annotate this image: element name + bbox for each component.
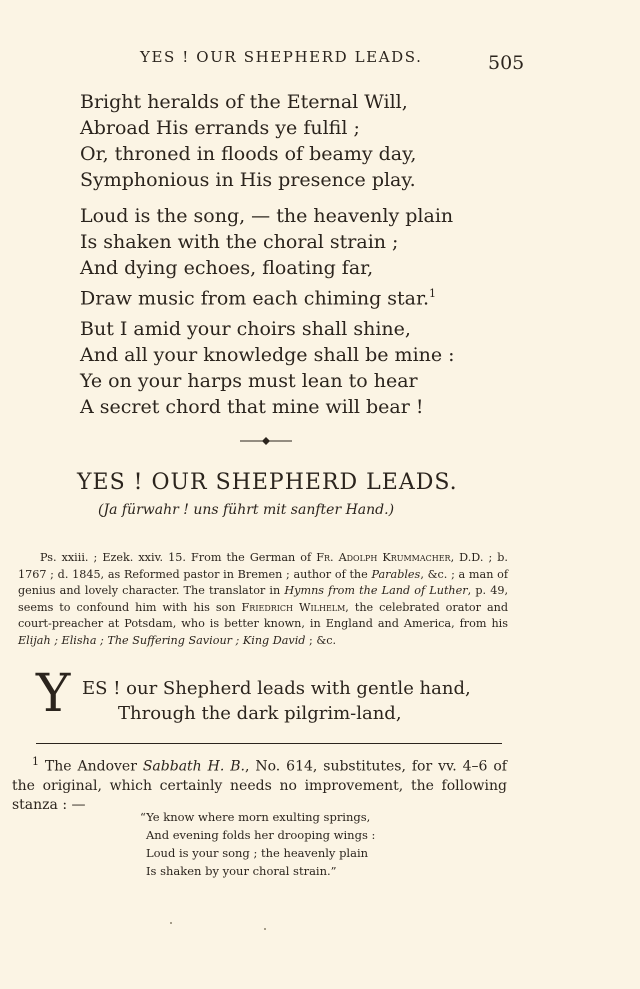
note-title: Parables [371, 567, 421, 581]
note-title: Hymns from the Land of Luther [284, 584, 468, 597]
verse-line: Abroad His errands ye fulfil ; [80, 117, 360, 139]
verse-line: And all your knowledge shall be mine : [80, 344, 455, 366]
quote-line: Loud is your song ; the heavenly plain [146, 846, 369, 860]
stanza [80, 203, 453, 311]
note-text: , the celebrated orator and court-preacher at Potsdam, who is better known, in England and America, from his [18, 600, 508, 630]
verse-line: And dying echoes, floating far, [80, 257, 374, 279]
ornament-divider [240, 434, 292, 448]
verse-line: Is shaken with the choral strain ; [80, 231, 399, 253]
verse-line: Or, throned in floods of beamy day, [80, 143, 417, 165]
note-title: Elijah ; Elisha ; The Suffering Saviour ; King David [18, 633, 306, 647]
hymn-subtitle: (Ja fürwahr ! uns führt mit sanfter Hand.) [98, 502, 395, 518]
footnote-text: The Andover [39, 758, 143, 775]
stanza [80, 316, 455, 420]
note-text: , p. 49, seems to confound him with his son [18, 584, 509, 614]
hymn-note [18, 550, 508, 649]
quote-line: Is shaken by your choral strain.” [146, 864, 337, 878]
note-text: ; &c. [305, 633, 337, 647]
drop-cap: Y [36, 664, 71, 724]
verse-line: Ye on your harps must lean to hear [80, 370, 418, 392]
verse-line: But I amid your choirs shall shine, [80, 318, 411, 340]
note-author: Fr. Adolph Krummacher [316, 551, 451, 564]
hymn-title: YES ! OUR SHEPHERD LEADS. [77, 470, 458, 495]
footnote-book: Sabbath H. B. [142, 758, 245, 775]
footnote-number: 1 [32, 755, 39, 768]
quote-line: And evening folds her drooping wings : [146, 828, 376, 842]
note-text: , &c. ; a man of genius and lovely character. The translator in [18, 567, 508, 597]
footnote-marker: 1 [429, 287, 437, 300]
paper-speck [264, 928, 266, 930]
verse-line: A secret chord that mine will bear ! [80, 396, 424, 418]
quote-line: “Ye know where morn exulting springs, [140, 810, 371, 824]
note-text: Ps. xxiii. ; Ezek. xxiv. 15. From the German of [40, 551, 317, 564]
quoted-stanza [140, 808, 375, 880]
hymn-line: Through the dark pilgrim-land, [118, 703, 402, 724]
stanza [80, 89, 416, 193]
page-number: 505 [488, 52, 525, 74]
footnote [12, 752, 507, 815]
verse-line: Symphonious in His presence play. [80, 169, 416, 191]
running-head: YES ! OUR SHEPHERD LEADS. [140, 48, 423, 66]
footnote-rule [36, 743, 502, 744]
hymn-line: ES ! our Shepherd leads with gentle hand, [82, 678, 471, 699]
verse-line [80, 281, 453, 311]
verse-line: Loud is the song, — the heavenly plain [80, 205, 454, 227]
verse-line-text: Draw music from each chiming star. [80, 287, 430, 310]
note-name: Friedrich Wilhelm [241, 600, 346, 614]
footnote-text: , No. 614, substitutes, for vv. 4–6 of the original, which certainly needs no improvement, the following stanza : — [12, 758, 507, 813]
note-text: , D.D. ; b. 1767 ; d. 1845, as Reformed pastor in Bremen ; author of the [18, 551, 508, 581]
paper-speck [170, 922, 172, 924]
verse-line: Bright heralds of the Eternal Will, [80, 91, 408, 113]
